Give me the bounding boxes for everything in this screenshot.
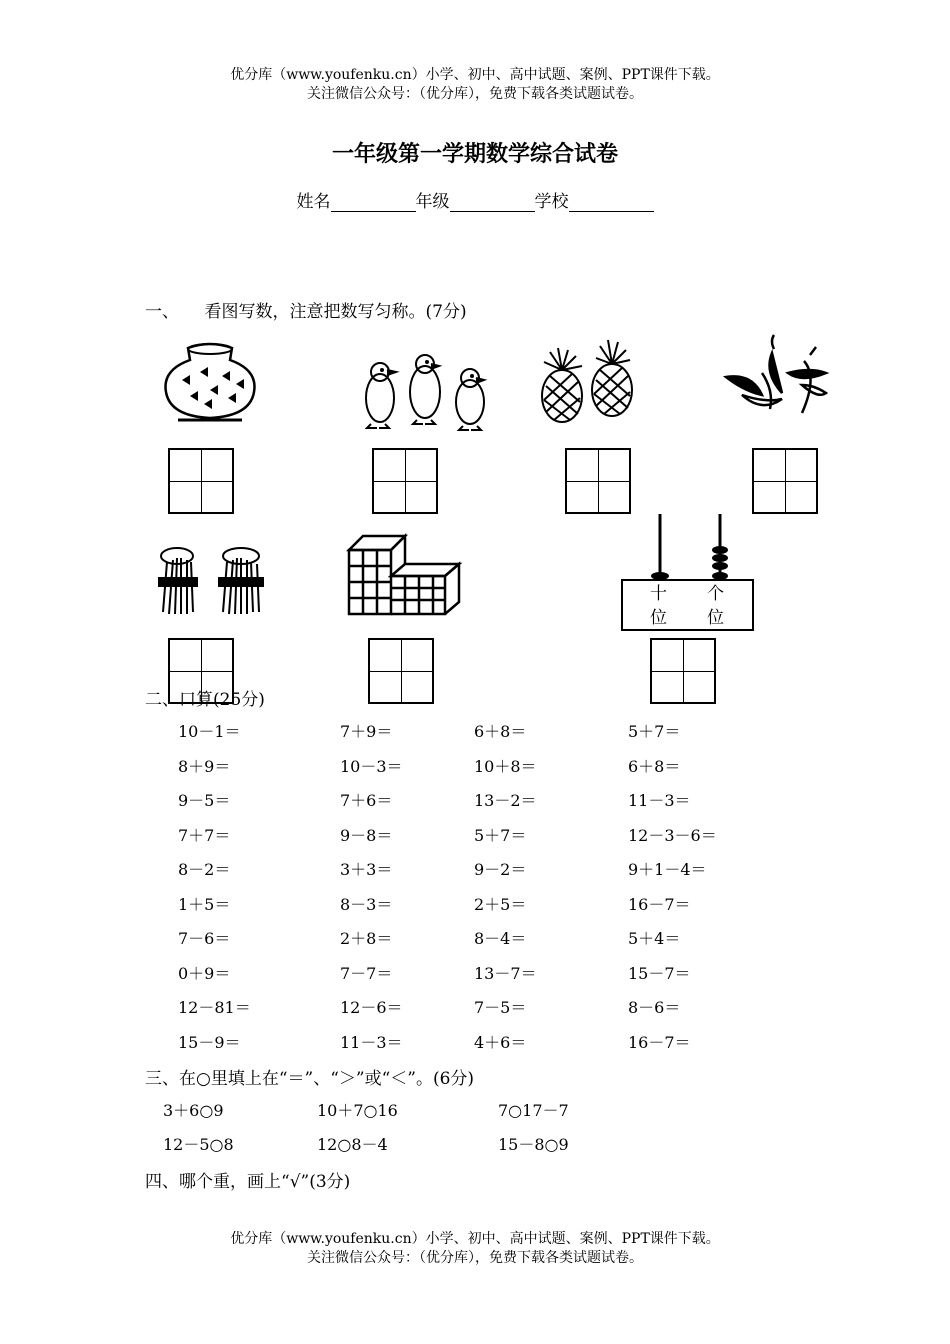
page-title: 一年级第一学期数学综合试卷 (331, 141, 618, 167)
math-problem: 9＋1－4＝ (628, 860, 707, 879)
section-4-title: 四、哪个重，画上“√”(3分) (145, 1172, 351, 1192)
name-label: 姓名 (296, 192, 331, 212)
math-problem: 15－9＝ (178, 1032, 241, 1052)
name-blank[interactable] (331, 195, 416, 212)
abacus-tens-char-1: 十 (650, 584, 667, 604)
footer-line-2: 关注微信公众号：（优分库），免费下载各类试题试卷。 (307, 1250, 643, 1266)
answer-grid-cubes[interactable] (368, 638, 434, 704)
compare-problem: 15－8○9 (498, 1135, 569, 1154)
answer-grid-abacus[interactable] (650, 638, 716, 704)
math-problem: 7＋6＝ (340, 791, 393, 810)
math-problem: 8－6＝ (628, 998, 681, 1017)
compare-problem: 12－5○8 (163, 1135, 234, 1154)
answer-grid-fishbowl[interactable] (168, 448, 234, 514)
math-problem: 2＋5＝ (474, 894, 527, 914)
math-problem: 4＋6＝ (474, 1032, 527, 1052)
math-problem: 16－7＝ (628, 894, 691, 914)
compare-problem: 12○8－4 (317, 1135, 388, 1154)
math-problem: 9－2＝ (474, 860, 527, 879)
math-problem: 11－3＝ (340, 1032, 403, 1052)
math-problem: 8＋9＝ (178, 756, 231, 776)
math-problem: 3＋3＝ (340, 860, 393, 879)
math-problem: 7－6＝ (178, 929, 231, 948)
math-problem: 13－2＝ (474, 791, 537, 810)
student-info (0, 187, 950, 212)
answer-grid-peppers[interactable] (752, 448, 818, 514)
math-problem: 5＋4＝ (628, 929, 681, 948)
footer-line-1: 优分库（www.youfenku.cn）小学、初中、高中试题、案例、PPT课件下载。 (230, 1231, 720, 1247)
math-problem: 5＋7＝ (474, 825, 527, 845)
grade-label: 年级 (415, 192, 450, 212)
math-problem: 7＋7＝ (178, 825, 231, 845)
math-problem: 7＋9＝ (340, 722, 393, 741)
math-problem: 10－3＝ (340, 756, 403, 776)
abacus-picture (620, 510, 755, 635)
math-problem: 13－7＝ (474, 963, 537, 983)
math-problem: 6＋8＝ (474, 722, 527, 741)
math-problem: 16－7＝ (628, 1032, 691, 1052)
school-label: 学校 (534, 192, 569, 212)
math-problem: 8－3＝ (340, 894, 393, 914)
abacus-ones-char-2: 位 (707, 608, 724, 628)
school-blank[interactable] (569, 195, 654, 212)
math-problem: 7－5＝ (474, 998, 527, 1017)
abacus-tens-label (650, 582, 667, 630)
abacus-ones-label (707, 582, 724, 630)
stick-bundles-picture (155, 540, 275, 620)
cubes-picture (343, 530, 463, 620)
grade-blank[interactable] (450, 195, 535, 212)
fishbowl-picture (160, 340, 260, 425)
section-2-title: 二、口算(25分) (145, 690, 265, 710)
math-problem: 11－3＝ (628, 791, 691, 810)
math-problem: 10－1＝ (178, 722, 241, 741)
math-problem: 9－5＝ (178, 791, 231, 810)
math-problem: 5＋7＝ (628, 722, 681, 741)
section-1-title: 一、 看图写数，注意把数写匀称。(7分) (145, 302, 467, 322)
math-problem: 0＋9＝ (178, 963, 231, 983)
penguins-picture (355, 350, 495, 432)
math-problem: 9－8＝ (340, 825, 393, 845)
math-problem: 7－7＝ (340, 963, 393, 983)
math-problem: 2＋8＝ (340, 929, 393, 948)
section-3-title: 三、在○里填上在“＝”、“＞”或“＜”。(6分) (145, 1069, 475, 1089)
compare-problem: 3＋6○9 (163, 1101, 224, 1120)
header-line-2: 关注微信公众号：（优分库），免费下载各类试题试卷。 (307, 86, 643, 102)
math-problem: 12－3－6＝ (628, 825, 717, 845)
math-problem: 10＋8＝ (474, 756, 537, 776)
math-problem: 6＋8＝ (628, 756, 681, 776)
math-problem: 8－4＝ (474, 929, 527, 948)
math-problem: 12－6＝ (340, 998, 403, 1017)
answer-grid-pineapples[interactable] (565, 448, 631, 514)
abacus-tens-char-2: 位 (650, 608, 667, 628)
header-line-1: 优分库（www.youfenku.cn）小学、初中、高中试题、案例、PPT课件下载。 (230, 67, 720, 83)
peppers-picture (722, 333, 832, 418)
compare-problem: 10＋7○16 (317, 1101, 398, 1120)
pineapples-picture (530, 338, 640, 423)
math-problem: 1＋5＝ (178, 894, 231, 914)
math-problem: 8－2＝ (178, 860, 231, 879)
math-problem: 15－7＝ (628, 963, 691, 983)
answer-grid-penguins[interactable] (372, 448, 438, 514)
math-problem: 12－81＝ (178, 998, 251, 1017)
compare-problem: 7○17－7 (498, 1101, 569, 1120)
abacus-ones-char-1: 个 (707, 584, 724, 604)
